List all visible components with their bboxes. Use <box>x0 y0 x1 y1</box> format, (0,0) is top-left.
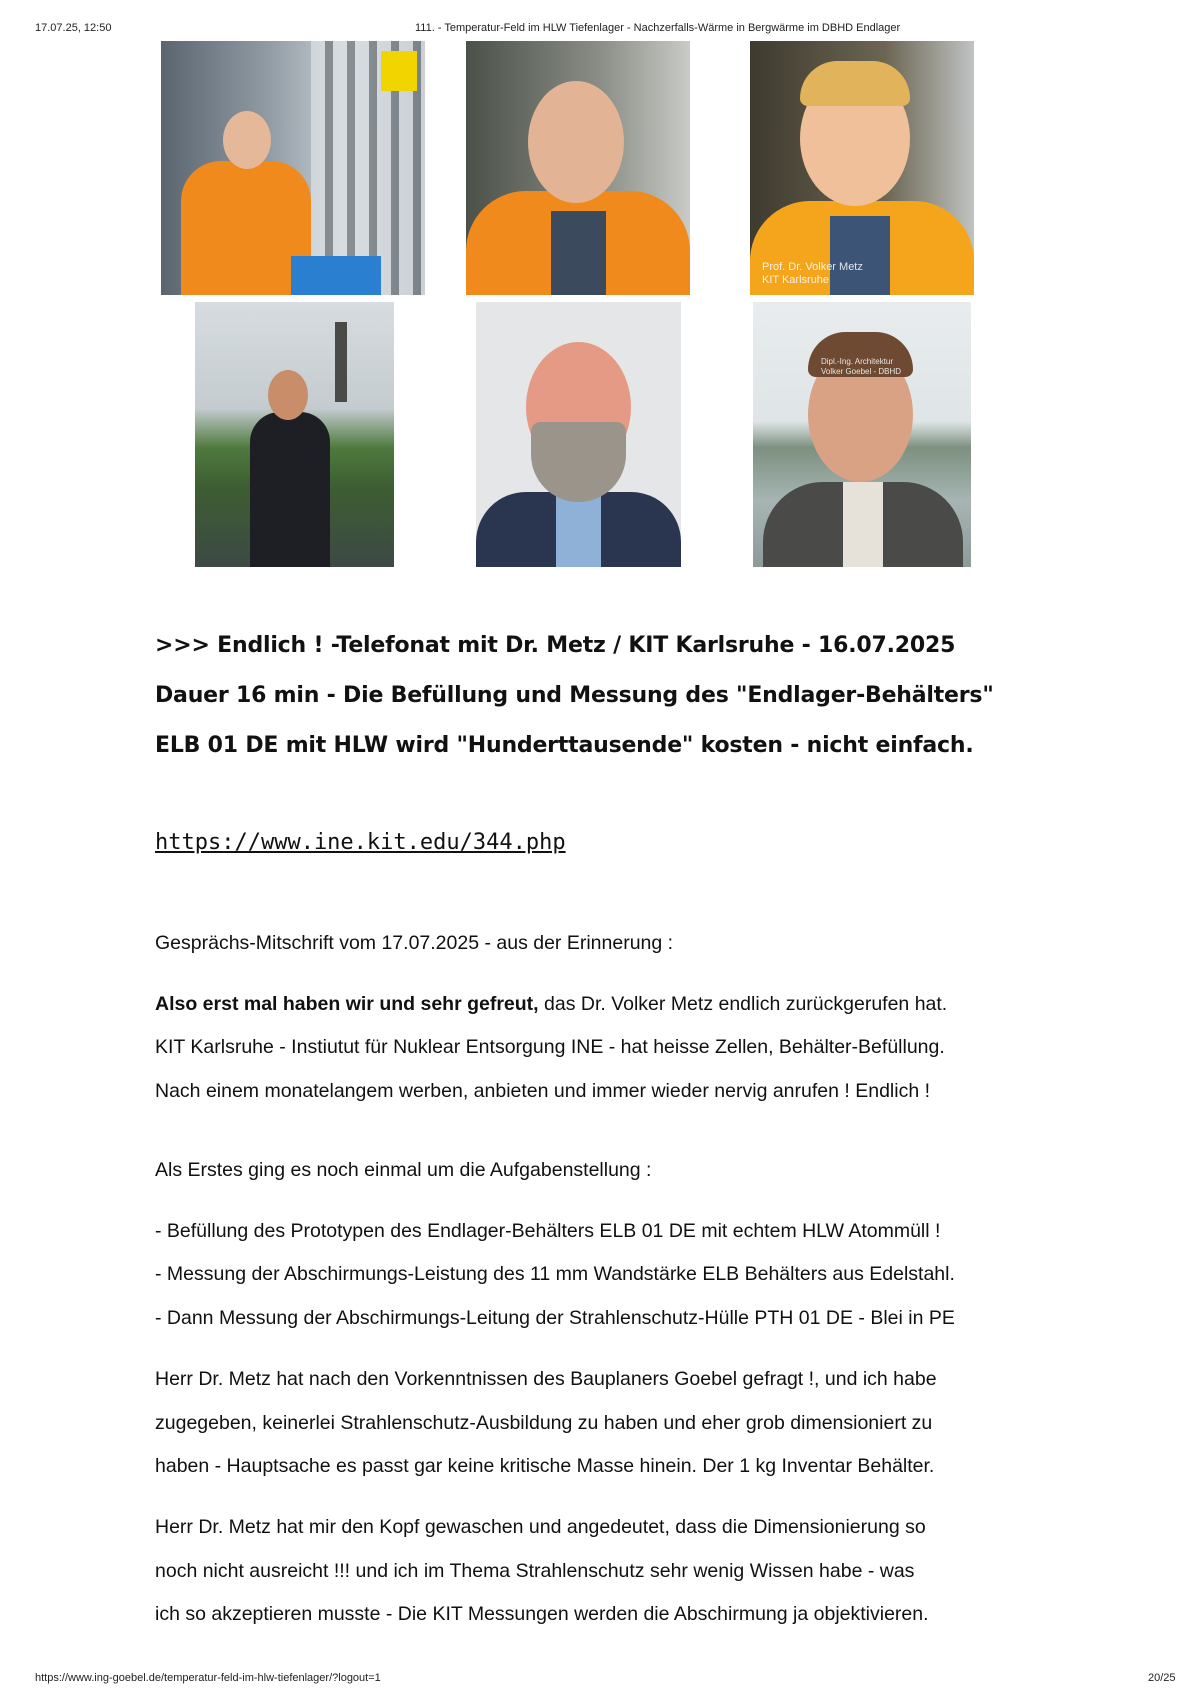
list-item-2: - Messung der Abschirmungs-Leistung des 11 mm Wandstärke ELB Behälters aus Edelstahl. <box>155 1263 955 1285</box>
print-datetime: 17.07.25, 12:50 <box>35 22 112 34</box>
list-item-3: - Dann Messung der Abschirmungs-Leitung der Strahlenschutz-Hülle PTH 01 DE - Blei in PE <box>155 1307 955 1329</box>
paragraph-4-line-2: noch nicht ausreicht !!! und ich im Thema Strahlenschutz sehr wenig Wissen habe - was <box>155 1560 915 1582</box>
photo-metz-portrait <box>466 41 690 295</box>
photo-goebel-park <box>195 302 394 567</box>
paragraph-3-line-1: Herr Dr. Metz hat nach den Vorkenntnissen des Bauplaners Goebel gefragt !, und ich habe <box>155 1368 937 1390</box>
headline-line-2: Dauer 16 min - Die Befüllung und Messung des "Endlager-Behälters" <box>155 683 994 708</box>
intro-text: Gesprächs-Mitschrift vom 17.07.2025 - aus der Erinnerung : <box>155 932 674 954</box>
photo-metz-lab <box>161 41 425 295</box>
photo-goebel-portrait <box>476 302 681 567</box>
paragraph-1-line-1 <box>155 993 947 1016</box>
paragraph-4-line-3: ich so akzeptieren musste - Die KIT Messungen werden die Abschirmung ja objektivieren. <box>155 1603 929 1625</box>
paragraph-1-line-2: KIT Karlsruhe - Instiutut für Nuklear Entsorgung INE - hat heisse Zellen, Behälter-Befüllung. <box>155 1036 945 1058</box>
paragraph-1-line-3: Nach einem monatelangem werben, anbieten und immer wieder nervig anrufen ! Endlich ! <box>155 1080 931 1102</box>
headline-line-1: >>> Endlich ! -Telefonat mit Dr. Metz / KIT Karlsruhe - 16.07.2025 <box>155 633 956 658</box>
photo-metz-cartoon <box>750 41 974 295</box>
footer-url: https://www.ing-goebel.de/temperatur-feld-im-hlw-tiefenlager/?logout=1 <box>35 1672 381 1684</box>
kit-ine-link[interactable]: https://www.ine.kit.edu/344.php <box>155 830 566 855</box>
caption-metz-org: KIT Karlsruhe <box>762 274 830 286</box>
paragraph-3-line-3: haben - Hauptsache es passt gar keine kritische Masse hinein. Der 1 kg Inventar Behälter. <box>155 1455 935 1477</box>
print-title: 111. - Temperatur-Feld im HLW Tiefenlager - Nachzerfalls-Wärme in Bergwärme im DBHD Endlager <box>415 22 901 34</box>
caption-goebel-title: Dipl.-Ing. Architektur <box>821 357 894 366</box>
paragraph-4-line-1: Herr Dr. Metz hat mir den Kopf gewaschen und angedeutet, dass die Dimensionierung so <box>155 1516 926 1538</box>
paragraph-1-bold: Also erst mal haben wir und sehr gefreut, <box>155 993 539 1015</box>
caption-metz-name: Prof. Dr. Volker Metz <box>762 261 863 273</box>
page-number: 20/25 <box>1148 1672 1176 1684</box>
list-item-1: - Befüllung des Prototypen des Endlager-Behälters ELB 01 DE mit echtem HLW Atommüll ! <box>155 1220 941 1242</box>
paragraph-3-line-2: zugegeben, keinerlei Strahlenschutz-Ausbildung zu haben und eher grob dimensioniert zu <box>155 1412 933 1434</box>
headline-line-3: ELB 01 DE mit HLW wird "Hunderttausende" kosten - nicht einfach. <box>155 733 974 758</box>
caption-goebel-name: Volker Goebel - DBHD <box>821 367 902 376</box>
photo-goebel-cartoon <box>753 302 971 567</box>
paragraph-2: Als Erstes ging es noch einmal um die Aufgabenstellung : <box>155 1159 652 1181</box>
paragraph-1-rest: das Dr. Volker Metz endlich zurückgerufen hat. <box>538 993 948 1015</box>
